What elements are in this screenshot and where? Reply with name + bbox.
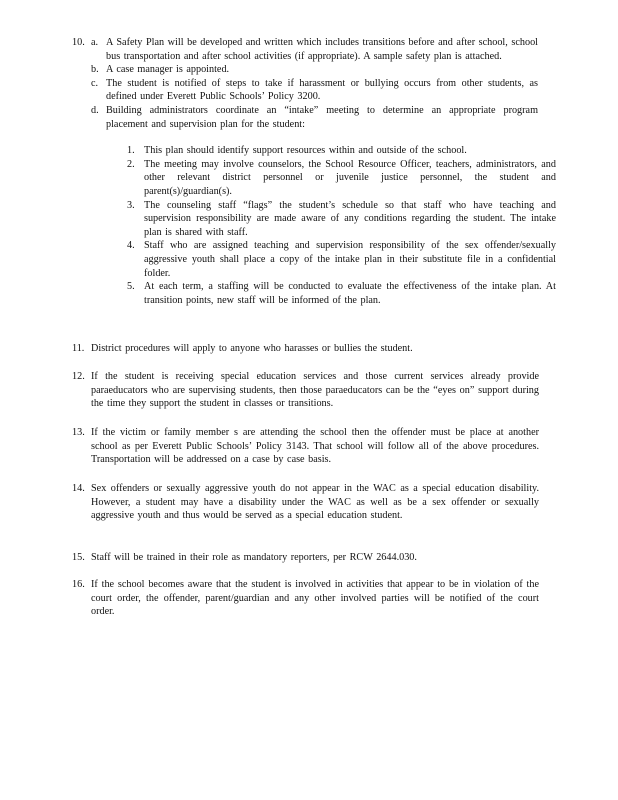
numbered-list-item	[127, 158, 556, 199]
subitem-c	[91, 77, 542, 104]
item-number: 10.	[72, 37, 85, 48]
item-text: District procedures will apply to anyone who harasses or bullies the student.	[91, 343, 413, 354]
item-text: If the victim or family member s are attending the school then the offender must be place at another school as per Everett Public Schools’ Policy 3143. That school will follow all of the above procedures. Transportation will be addressed on a case by case basis.	[91, 427, 539, 466]
list-number: 4.	[127, 240, 135, 252]
item-number: 14.	[72, 483, 85, 494]
list-number: 1.	[127, 145, 135, 157]
item-number: 11.	[72, 343, 85, 354]
item-text: If the student is receiving special education services and those current services already provide paraeducators who are supervising students, then those paraeducators can be the “eyes on” support during the time they support the student in classes or transitions.	[91, 371, 539, 410]
item-number: 16.	[72, 579, 85, 590]
list-text: The counseling staff “flags” the student’s schedule so that staff who have teaching and supervision responsibility are made aware of any conditions regarding the student. The intake plan is shared with staff.	[144, 199, 556, 238]
numbered-list-item	[127, 239, 556, 280]
item-10-body	[72, 36, 556, 307]
subitem-text: A case manager is appointed.	[106, 64, 230, 76]
numbered-list-item	[127, 280, 556, 307]
list-text: The meeting may involve counselors, the School Resource Officer, teachers, administrators, and other relevant district personnel or juvenile justice personnel, the student and parent(s)/guardian(s).	[144, 158, 556, 197]
list-text: At each term, a staffing will be conducted to evaluate the effectiveness of the intake plan. At transition points, new staff will be informed of the plan.	[144, 281, 556, 306]
subitem-d	[91, 104, 556, 307]
list-number: 5.	[127, 281, 135, 293]
item-text: Staff will be trained in their role as mandatory reporters, per RCW 2644.030.	[91, 552, 417, 563]
list-text: Staff who are assigned teaching and supervision responsibility of the sex offender/sexually aggressive youth shall place a copy of the intake plan in their substitute file in a confidential folder.	[144, 240, 556, 279]
item-number: 15.	[72, 552, 85, 563]
subitem-letter: b.	[91, 64, 99, 76]
item-number: 13.	[72, 427, 85, 438]
list-number: 2.	[127, 158, 135, 170]
subitem-a	[91, 36, 542, 63]
list-number: 3.	[127, 199, 135, 211]
item-text: Sex offenders or sexually aggressive youth do not appear in the WAC as a special education disability. However, a student may have a disability under the WAC as well as be a sex offender or sexually aggressive youth and thus would be served as a special education student.	[91, 483, 539, 522]
subitem-letter: d.	[91, 104, 99, 116]
subitem-text: The student is notified of steps to take if harassment or bullying occurs from other students, as defined under Everett Public Schools’ Policy 3200.	[106, 77, 538, 103]
subitem-text: A Safety Plan will be developed and written which includes transitions before and after school, school bus transportation and after school activities (if appropriate). A sample safety plan is attached.	[106, 37, 538, 62]
subitem-letter: a.	[91, 37, 99, 48]
list-text: This plan should identify support resources within and outside of the school.	[144, 145, 467, 157]
numbered-list-item	[127, 144, 542, 158]
numbered-list	[127, 144, 556, 307]
subitem-letter: c.	[91, 77, 99, 89]
numbered-list-item	[127, 199, 556, 240]
subitem-b	[91, 63, 542, 77]
item-number: 12.	[72, 371, 85, 382]
subitem-text: Building administrators coordinate an “intake” meeting to determine an appropriate program placement and supervision plan for the student:	[106, 104, 538, 130]
item-text: If the school becomes aware that the student is involved in activities that appear to be in violation of the court order, the offender, parent/guardian and any other involved parties will be notified of the court order.	[91, 579, 539, 618]
